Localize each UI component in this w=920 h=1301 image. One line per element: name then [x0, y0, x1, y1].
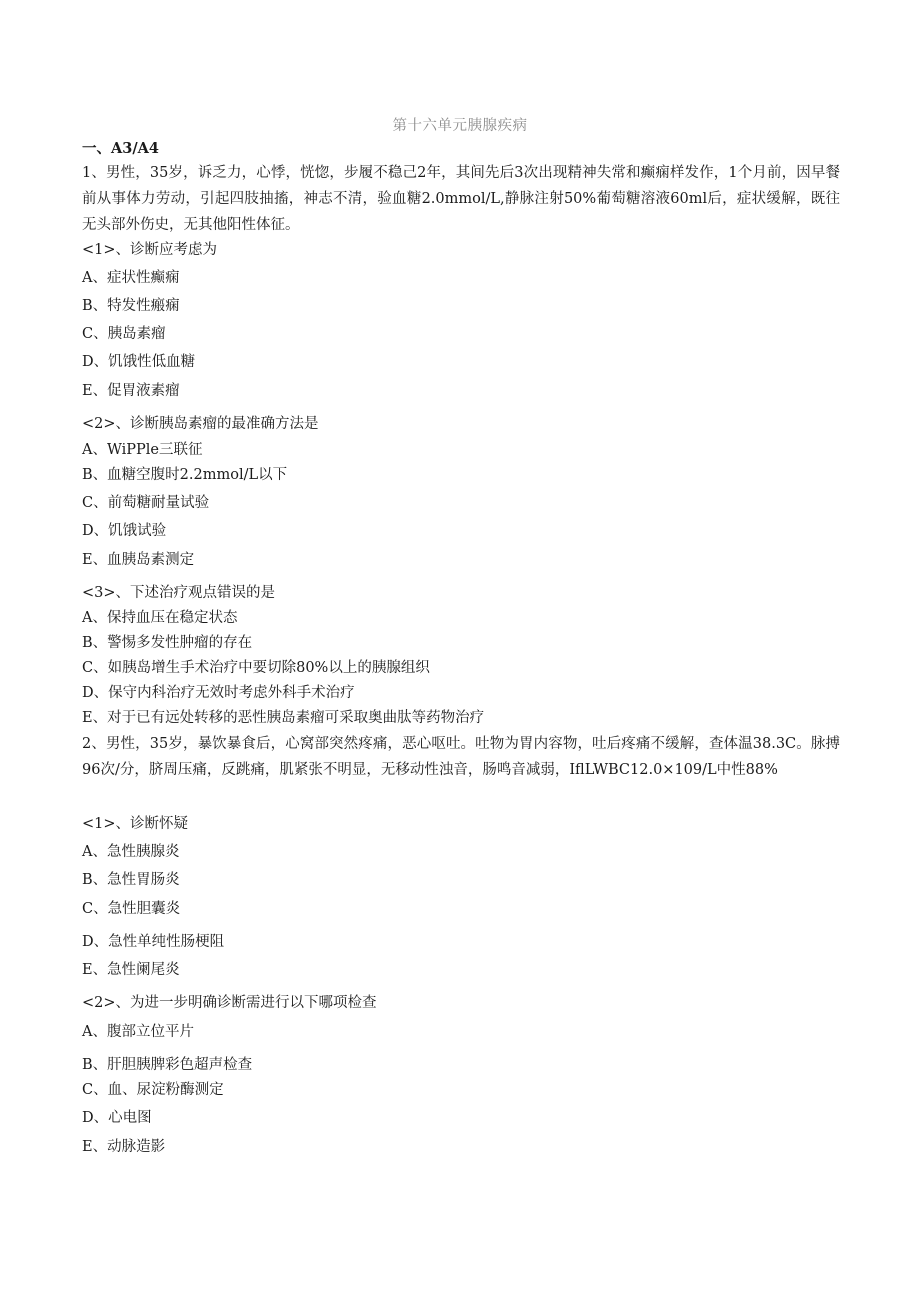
- case1-q3-option-e: E、对于已有远处转移的恶性胰岛素瘤可采取奥曲肽等药物治疗: [82, 710, 485, 726]
- case2-q2-option-c: C、血、尿淀粉酶测定: [82, 1082, 224, 1098]
- section-heading: 一、A3/A4: [82, 140, 159, 157]
- case1-q3-option-b: B、警惕多发性肿瘤的存在: [82, 635, 253, 651]
- case1-q1-option-a: A、症状性癫痫: [82, 270, 180, 286]
- case1-q2-question: <2>、诊断胰岛素瘤的最准确方法是: [82, 416, 319, 432]
- case1-q3-option-d: D、保守内科治疗无效时考虑外科手术治疗: [82, 685, 355, 701]
- case2-q2-option-a: A、腹部立位平片: [82, 1024, 194, 1040]
- case1-q2-option-e: E、血胰岛素测定: [82, 552, 195, 568]
- case1-q1-option-c: C、胰岛素瘤: [82, 326, 166, 342]
- case1-stem: 1、男性，35岁，诉乏力，心悸，恍惚，步履不稳己2年，其间先后3次出现精神失常和癫痫样发作，1个月前，因早餐前从事体力劳动，引起四肢抽搐，神志不清，验血糖2.0mmol∕L,静脉注射50%葡萄糖溶液60ml后，症状缓解，既往无头部外伤史，无其他阳性体征。: [82, 165, 840, 233]
- case2-q2-option-d: D、心电图: [82, 1110, 152, 1126]
- case1-q1-option-e: E、促胃液素瘤: [82, 383, 180, 399]
- case1-q2-option-b: B、血糖空腹时2.2mmol/L以下: [82, 467, 288, 483]
- case2-q1-option-d: D、急性单纯性肠梗阻: [82, 934, 225, 950]
- case2-q1-question: <1>、诊断怀疑: [82, 816, 189, 832]
- case2-q2-option-e: E、动脉造影: [82, 1139, 166, 1155]
- case2-q1-option-b: B、急性胃肠炎: [82, 872, 180, 888]
- case1-q3-question: <3>、下述治疗观点错误的是: [82, 585, 276, 601]
- case2-q2-option-b: B、肝胆胰脾彩色超声检查: [82, 1057, 253, 1073]
- case2-q1-option-e: E、急性阑尾炎: [82, 962, 180, 978]
- case2-q1-option-a: A、急性胰腺炎: [82, 844, 180, 860]
- case1-q2-option-d: D、饥饿试验: [82, 523, 167, 539]
- case1-q1-option-d: D、饥饿性低血糖: [82, 354, 196, 370]
- case2-q2-question: <2>、为进一步明确诊断需进行以下哪项检查: [82, 995, 377, 1011]
- case2-stem: 2、男性，35岁，暴饮暴食后，心窝部突然疼痛，恶心呕吐。吐物为胃内容物，吐后疼痛不缓解，查体温38.3C。脉搏96次/分，脐周压痛，反跳痛，肌紧张不明显，无移动性浊音，肠鸣音减弱，IflLWBC12.0×109/L中性88%: [82, 736, 840, 778]
- case1-q1-question: <1>、诊断应考虑为: [82, 242, 218, 258]
- case1-q1-option-b: B、特发性瘢痫: [82, 298, 180, 314]
- case1-q3-option-a: A、保持血压在稳定状态: [82, 610, 238, 626]
- case1-q3-option-c: C、如胰岛增生手术治疗中要切除80%以上的胰腺组织: [82, 660, 430, 676]
- document-title: 第十六单元胰腺疾病: [392, 118, 528, 134]
- case1-q2-option-c: C、前萄糖耐量试验: [82, 495, 210, 511]
- case2-q1-option-c: C、急性胆囊炎: [82, 901, 181, 917]
- case1-q2-option-a: A、WiPPle三联征: [82, 442, 203, 458]
